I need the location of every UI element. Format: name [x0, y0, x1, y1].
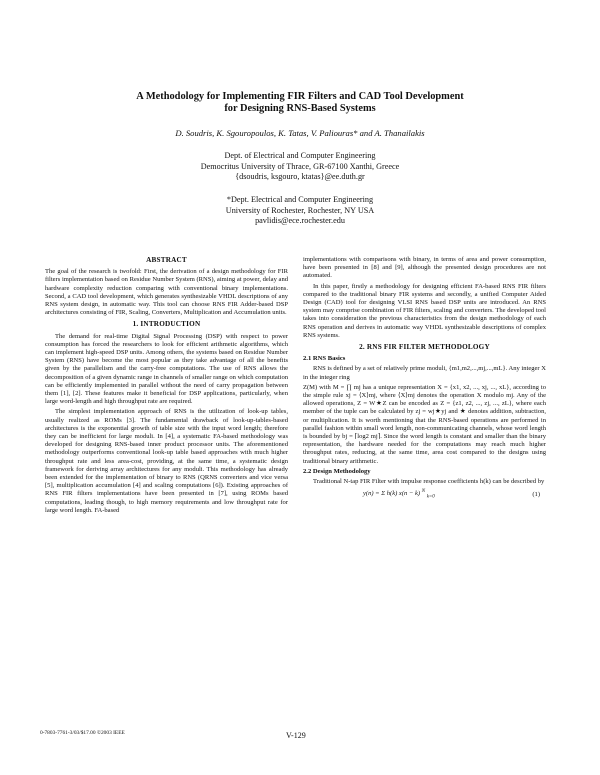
body-paragraph: Z(M) with M = ∏ mj has a unique representation X = {x1, x2, ..., xj, ..., xL}, according to the simple rule xj = ⟨X⟩mj, where ⟨X⟩mj denotes the operation X modulo mj. Any of the allowed operations, Z = W★Z can be encoded as Z = {z1, z2, ..., zj, ..., zL}, where each member of the tuple can be calculated by zj = wj★yj and ★ denotes addition, subtraction, or multiplication. It is worth mentioning that the RNS-based operations are performed in parallel fashion within small word length, non-communicating channels, whose word length is bounded by bj = ⌈log2 mj⌉. Since the word length is constant and smaller than the binary representation, the hardware needed for the computations may reach much higher throughput rates, reducing, at the same time, area cost compared to the designs using traditional binary arithmetic. [303, 383, 546, 465]
affil-line: pavlidis@ece.rochester.edu [255, 216, 345, 226]
affil-line: Dept. of Electrical and Computer Engineering [224, 151, 376, 160]
intro-paragraph: The simplest implementation approach of RNS is the utilization of look-up tables, usually realized as ROMs [3]. The fundamental drawback of look-up-tables-based architectures is the exponential growth of table size with the input word length; therefore they can be inefficient for large moduli. In [4], a systematic FA-based methodology was developed for designing RNS-based inner product processor units. The aforementioned methodology outperforms conventional look-up table based approaches with much higher throughput rate and less area-cost, providing, at the same time, a systematic design framework for deriving array architectures for any moduli. This methodology has already been extended for the implementation of binary to RNS (QRNS converters and vice versa [5], multiplication accumulation [4] and scaling computations [6]). Existing approaches of RNS FIR filters implementations have been presented in [7], using ROMs based computations, leading though, to high memory requirements and low throughput rate for large word length. FA-based [45, 408, 288, 514]
equation-number: (1) [532, 491, 540, 499]
intro-paragraph: The demand for real-time Digital Signal Processing (DSP) with respect to power consumption has forced the researchers to look for efficient arithmetic algorithms, which can implement high-speed DSP units. Among others, the systems based on Residue Number System (RNS) have become the most popular as they take advantage of all the benefits given by the parallelism and the carry-free computations. The use of RNS allows the decomposition of a given dynamic range in channels of smaller range on which computation can be efficiently implemented in parallel without the need of carry propagation between them [1], [2]. These features make it beneficial for DSP applications, particularly, when large word-length and high throughput rate are required. [45, 332, 288, 406]
affil-line: *Dept. Electrical and Computer Engineering [226, 195, 374, 204]
affil-line: Democritus University of Thrace, GR-67100 Xanthi, Greece [200, 161, 400, 171]
copyright-notice: 0-7803-7761-3/03/$17.00 ©2003 IEEE [40, 730, 125, 736]
equation-upper-limit: N [421, 489, 426, 495]
author-list: D. Soudris, K. Sgouropoulos, K. Tatas, V. Paliouras* and A. Thanailakis [175, 128, 425, 138]
affiliation-rochester [120, 195, 480, 227]
equation-1 [303, 488, 546, 502]
page-number: V-129 [286, 731, 306, 740]
abstract-heading: ABSTRACT [146, 256, 187, 264]
section-2-heading: 2. RNS FIR FILTER METHODOLOGY [359, 343, 490, 352]
affiliation-duth [120, 151, 480, 183]
left-column [45, 253, 288, 517]
paper-title [80, 91, 520, 114]
right-column [303, 256, 546, 504]
equation-body [363, 488, 435, 502]
affil-line: {dsoudris, ksgouro, ktatas}@ee.duth.gr [235, 172, 365, 182]
subsection-2-1-heading: 2.1 RNS Basics [303, 355, 346, 363]
abstract-text: The goal of the research is twofold: First, the derivation of a design methodology for FIR filters implementation based on Residue Number System (RNS), aiming at power, delay and hardware complexity reduction comparing with conventional binary implementations. Second, a CAD tool development, which generates synthesizable VHDL descriptions of any RNS system design, in automatic way. This tool can choose RNS FIR Adder-based DSP architectures consisting of FIR, Scaling, Converters, Multiplication and Accumulation units. [45, 268, 288, 317]
introduction-heading: 1. INTRODUCTION [132, 320, 201, 329]
body-paragraph: implementations with comparisons with binary, in terms of area and power consumption, have been presented in [8] and [9], although the presented design procedures are not automated. [303, 256, 546, 280]
affil-line: University of Rochester, Rochester, NY USA [225, 205, 375, 215]
equation-text: y(n) = Σ h(k) x(n − k) [363, 490, 421, 498]
title-line-2: for Designing RNS-Based Systems [224, 102, 376, 114]
body-paragraph: RNS is defined by a set of relatively prime moduli, {m1,m2,...,mj,...,mL}. Any integer X in the integer ring [303, 365, 546, 381]
body-paragraph: In this paper, firstly a methodology for designing efficient FA-based RNS FIR filters compared to the traditional binary FIR systems and secondly, a unified Computer Aided Design (CAD) tool for designing VLSI RNS based DSP units are introduced. An RNS system may comprise combination of FIR filters, scaling and converters. The developed tool takes into consideration the previous characteristics from the design methodology of each RNS operation and derives in automatic way VHDL synthesizable descriptions of complex RNS systems. [303, 282, 546, 339]
body-paragraph: Traditional N-tap FIR Filter with impulse response coefficients h(k) can be described by [313, 478, 545, 486]
subsection-2-2-heading: 2.2 Design Methodology [303, 467, 371, 475]
equation-lower-limit: k=0 [426, 494, 435, 500]
title-line-1: A Methodology for Implementing FIR Filters and CAD Tool Development [136, 91, 464, 102]
